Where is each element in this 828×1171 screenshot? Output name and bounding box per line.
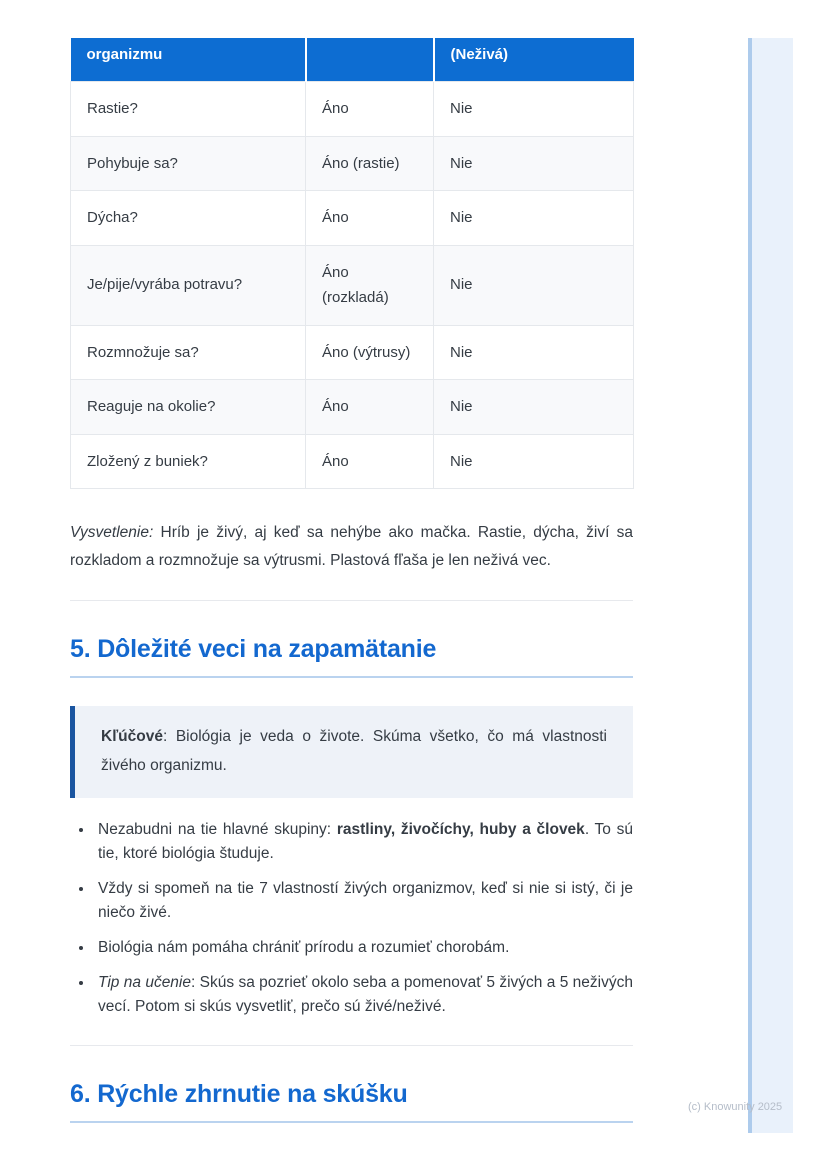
explanation-paragraph: [70, 519, 633, 574]
table-row: [71, 191, 634, 246]
list-item: [94, 877, 633, 925]
copyright-note: (c) Knowunity 2025: [688, 1101, 783, 1113]
list-item-italic-label: Tip na učenie: [98, 973, 191, 991]
table-cell: Rastie?: [71, 82, 306, 137]
list-item-text: Biológia nám pomáha chrániť prírodu a rozumieť chorobám.: [98, 938, 510, 956]
explanation-label: Vysvetlenie:: [70, 524, 154, 541]
table-row: [71, 325, 634, 380]
table-cell: Nie: [434, 245, 634, 325]
key-callout: [70, 706, 633, 797]
callout-label: Kľúčové: [101, 728, 163, 746]
table-cell: Nie: [434, 325, 634, 380]
callout-paragraph: [101, 723, 607, 780]
list-item-text: Vždy si spomeň na tie 7 vlastností živých organizmov, keď si nie si istý, či je niečo živé.: [98, 879, 633, 921]
section-6-heading: 6. Rýchle zhrnutie na skúšku: [70, 1080, 633, 1123]
list-item: [94, 971, 633, 1019]
table-cell: Nie: [434, 434, 634, 489]
table-cell: Áno: [306, 380, 434, 435]
section-5-heading: 5. Dôležité veci na zapamätanie: [70, 635, 633, 678]
callout-text: : Biológia je veda o živote. Skúma všetko, čo má vlastnosti živého organizmu.: [101, 728, 607, 774]
table-cell: Rozmnožuje sa?: [71, 325, 306, 380]
list-item: [94, 818, 633, 866]
table-cell: Nie: [434, 82, 634, 137]
section-divider: [70, 1045, 633, 1046]
next-page-edge: [748, 38, 793, 1133]
table-cell: Áno (rozkladá): [306, 245, 434, 325]
table-header-cell: organizmu: [71, 38, 306, 82]
table-row: [71, 380, 634, 435]
table-cell: Pohybuje sa?: [71, 136, 306, 191]
section-divider: [70, 600, 633, 601]
table-cell: Áno: [306, 82, 434, 137]
list-item-bold-text: rastliny, živočíchy, huby a človek: [336, 820, 585, 838]
table-cell: Nie: [434, 191, 634, 246]
table-header-cell: (Neživá): [434, 38, 634, 82]
list-item: [94, 936, 633, 960]
key-points-list: [70, 818, 633, 1019]
list-item-text: : Skús sa pozrieť okolo seba a pomenovať 5 živých a 5 neživých vecí. Potom si skús vysvetliť, prečo sú živé/neživé.: [98, 973, 633, 1015]
explanation-text: Hríb je živý, aj keď sa nehýbe ako mačka. Rastie, dýcha, živí sa rozkladom a rozmnožuje sa výtrusmi. Plastová fľaša je len neživá vec.: [70, 524, 633, 569]
table-cell: Nie: [434, 380, 634, 435]
table-cell: Áno (výtrusy): [306, 325, 434, 380]
table-cell: Áno: [306, 434, 434, 489]
list-item-text: Nezabudni na tie hlavné skupiny:: [98, 820, 337, 838]
properties-table: [70, 38, 634, 489]
table-row: [71, 82, 634, 137]
table-cell: Nie: [434, 136, 634, 191]
table-cell: Zložený z buniek?: [71, 434, 306, 489]
table-cell: Reaguje na okolie?: [71, 380, 306, 435]
table-cell: Áno (rastie): [306, 136, 434, 191]
table-cell: Je/pije/vyrába potravu?: [71, 245, 306, 325]
table-header-row: [71, 38, 634, 82]
document-content: [70, 38, 633, 1123]
table-cell: Dýcha?: [71, 191, 306, 246]
table-row: [71, 434, 634, 489]
table-cell: Áno: [306, 191, 434, 246]
table-row: [71, 136, 634, 191]
table-header-cell: [306, 38, 434, 82]
table-body: [71, 82, 634, 489]
list-item-text: . To sú tie, ktoré biológia študuje.: [98, 820, 634, 862]
table-row: [71, 245, 634, 325]
